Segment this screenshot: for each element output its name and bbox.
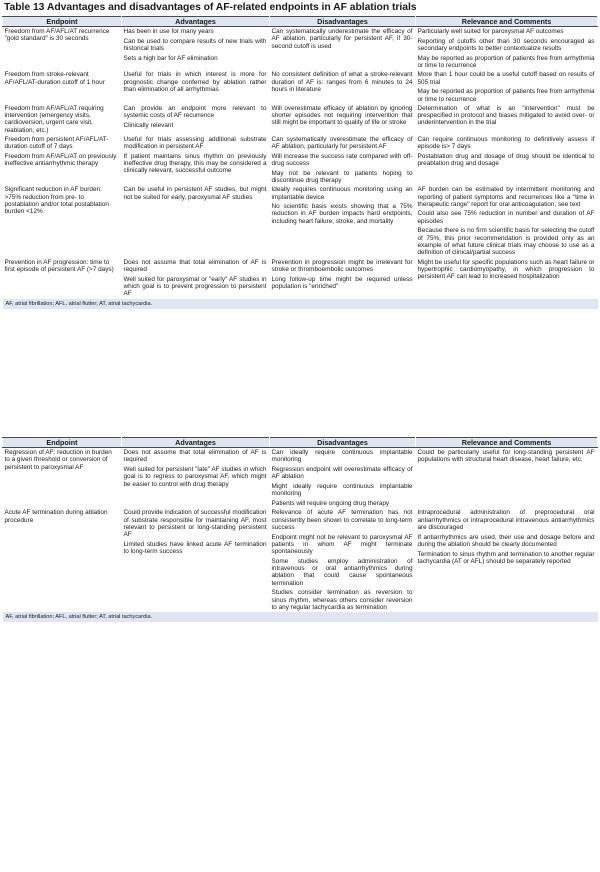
cell-paragraph: Can be used to compare results of new trials with historical trials <box>123 37 267 52</box>
table-row <box>3 508 598 612</box>
table-row <box>3 70 598 104</box>
cell-paragraph: Does not assume that total elimination of AF is required <box>123 449 267 464</box>
cell-paragraph: Clinically relevant <box>123 121 174 129</box>
cell-paragraph: Long follow-up time might be required unless population is "enriched" <box>271 275 413 290</box>
cell-paragraph: Will increase the success rate compared with off-drug success <box>271 152 413 167</box>
comments-cell <box>416 258 598 299</box>
endpoint-cell: Prevention in AF progression: time to first episode of persistent AF (>7 days) <box>4 258 114 273</box>
cell-paragraph: Can systematically overestimate the efficacy of AF ablation, particularly for persistent AF <box>271 136 413 151</box>
header-disadvantages: Disadvantages <box>270 17 416 27</box>
endpoint-cell: Regression of AF: reduction in burden to a given threshold or conversion of persistent to paroxysmal AF <box>4 449 112 471</box>
cell-paragraph: If antiarrhythmics are used, their use and dosage before and during the ablation should be clearly documented <box>417 533 595 548</box>
header-endpoint: Endpoint <box>3 17 122 27</box>
endpoints-table-part-2 <box>2 437 598 622</box>
advantages-cell <box>122 27 270 71</box>
cell-paragraph: Determination of what is an "intervention" must be prespecified in protocol and biases mitigated to avoid over- or underintervention in the trial <box>417 104 595 127</box>
table-footnote: AF, atrial fibrillation; AFL, atrial flutter; AT, atrial tachycardia. <box>3 612 598 622</box>
cell-paragraph: Will overestimate efficacy of ablation by ignoring shorter episodes not requiring intervention that still might be important to quality of life or stroke <box>271 104 413 127</box>
table-row <box>3 27 598 71</box>
endpoint-cell: Freedom from persistent AF/AFL/AT-duration cutoff of 7 days <box>4 136 109 151</box>
cell-paragraph: Studies consider termination as reversion to sinus rhythm, whereas others consider reversion to any regular tachycardia as termination <box>271 589 413 611</box>
comments-cell <box>416 104 598 135</box>
advantages-cell <box>122 508 270 612</box>
cell-paragraph: Can ideally require continuous implantable monitoring <box>271 449 413 464</box>
advantages-cell <box>122 104 270 135</box>
disadvantages-cell <box>270 508 416 612</box>
cell-paragraph: No scientific basis exists showing that a 75% reduction in AF burden impacts hard endpoints, including heart failure, stroke, and mortality <box>271 203 413 225</box>
cell-paragraph: No consistent definition of what a stroke-relevant duration of AF is: ranges from 6 minutes to 24 hours in literature <box>271 71 413 93</box>
endpoint-cell: Freedom from AF/AFL/AT recurrence "gold standard" is 30 seconds <box>4 28 110 43</box>
cell-paragraph: May not be relevant to patients hoping to discontinue drug therapy <box>271 169 413 184</box>
comments-cell <box>416 185 598 257</box>
cell-paragraph: Might be useful for specific populations such as heart failure or hypertrophic cardiomyopathy, in which progression to persistent AF can lead to increased hospitalization <box>417 258 595 281</box>
cell-paragraph: Can require continuous monitoring to definitively assess if episode is> 7 days <box>417 136 595 151</box>
comments-cell <box>416 27 598 71</box>
cell-paragraph: Postablation drug and dosage of drug should be identical to preablation drug and dosage <box>417 152 595 167</box>
advantages-cell <box>122 448 270 509</box>
cell-paragraph: Limited studies have linked acute AF termination to long-term success <box>123 540 267 556</box>
cell-paragraph: Well suited for paroxysmal or "early" AF studies in which goal is to prevent progression to persistent AF <box>123 275 267 298</box>
advantages-cell <box>122 258 270 299</box>
cell-paragraph: Could provide indication of successful modification of substrate responsible for maintaining AF, most relevant to persistent or long-standing persistent AF <box>123 509 267 539</box>
cell-paragraph: Could be particularly useful for long-standing persistent AF populations with structural heart disease, heart failure, etc. <box>417 449 595 464</box>
disadvantages-cell <box>270 27 416 71</box>
cell-paragraph: Well suited for persistent "late" AF studies in which goal is to regress to paroxysmal AF, which might be easier to control with drug therapy <box>123 465 267 488</box>
cell-paragraph: Termination to sinus rhythm and termination to another regular tachycardia (AT or AFL) should be separately reported <box>417 550 595 565</box>
disadvantages-cell <box>270 258 416 299</box>
cell-paragraph: Patients will require ongoing drug therapy <box>271 499 390 507</box>
cell-paragraph: Could also see 75% reduction in number and duration of AF episodes <box>417 210 595 225</box>
cell-paragraph: Reporting of cutoffs other than 30 seconds encouraged as secondary endpoints to better contextualize results <box>417 37 595 52</box>
disadvantages-cell <box>270 70 416 104</box>
endpoint-cell: Significant reduction in AF burden: >75% reduction from pre- to postablation and/or total postablation burden <12% <box>4 186 109 216</box>
header-disadvantages: Disadvantages <box>270 438 416 448</box>
cell-paragraph: Prevention in progression might be irrelevant for stroke or thromboembolic outcomes <box>271 258 413 273</box>
cell-paragraph: Intraprocedural administration of preprocedural oral antiarrhythmics or intraprocedural intravenous antiarrhythmics are discouraged <box>417 509 595 531</box>
cell-paragraph: May be reported as proportion of patients free from arrhythmia or time to recurrence <box>417 54 595 69</box>
disadvantages-cell <box>270 185 416 257</box>
cell-paragraph: Relevance of acute AF termination has not consistently been shown to correlate to long-term success <box>271 509 413 531</box>
header-endpoint: Endpoint <box>3 438 122 448</box>
header-row <box>3 438 598 448</box>
comments-cell <box>416 70 598 104</box>
cell-paragraph: Can provide an endpoint more relevant to systemic costs of AF recurrence <box>123 104 267 120</box>
endpoint-cell: Freedom from stroke-relevant AF/AFL/AT-duration cutoff of 1 hour <box>4 71 105 86</box>
endpoint-cell: Acute AF termination during ablation procedure <box>4 509 108 524</box>
comments-cell <box>416 508 598 612</box>
cell-paragraph: Useful for trials in which interest is more for prognostic change conferred by ablation rather than elimination of all arrhythmias <box>123 71 267 93</box>
cell-paragraph: Has been in use for many years <box>123 28 214 35</box>
advantages-cell <box>122 135 270 152</box>
header-relevance: Relevance and Comments <box>416 17 598 27</box>
advantages-cell <box>122 185 270 257</box>
cell-paragraph: Sets a high bar for AF elimination <box>123 54 218 62</box>
header-advantages: Advantages <box>122 438 270 448</box>
cell-paragraph: More than 1 hour could be a useful cutoff based on results of 505 trial <box>417 71 595 86</box>
cell-paragraph: Can be useful in persistent AF studies, but might not be suited for early, paroxysmal AF studies <box>123 186 267 201</box>
header-relevance: Relevance and Comments <box>416 438 598 448</box>
table-footnote: AF, atrial fibrillation; AFL, atrial flutter; AT, atrial tachycardia. <box>3 299 598 309</box>
endpoint-cell: Freedom from AF/AFL/AT requiring intervention (emergency visits, cardioversion, urgent care visit, reablation, etc.) <box>4 104 104 134</box>
cell-paragraph: Because there is no firm scientific basis for selecting the cutoff of 75%, this prior recommendation is provided only as an example of what future clinical trials may choose to use as a definition of clinical/partial success <box>417 227 595 257</box>
cell-paragraph: Does not assume that total elimination of AF is required <box>123 258 267 273</box>
cell-paragraph: If patient maintains sinus rhythm on previously ineffective drug therapy, this may be considered a clinically relevant, successful outcome <box>123 152 267 175</box>
endpoints-table-part-1 <box>2 16 598 309</box>
cell-paragraph: Endpoint might not be relevant to paroxysmal AF patients in whom AF might terminate spontaneously <box>271 533 413 556</box>
table-row <box>3 152 598 186</box>
table-row <box>3 185 598 257</box>
table-row <box>3 135 598 152</box>
disadvantages-cell <box>270 448 416 509</box>
cell-paragraph: Some studies employ administration of intravenous or oral antiarrhythmics during ablation that could cause spontaneous termination <box>271 557 413 587</box>
comments-cell <box>416 135 598 152</box>
advantages-cell <box>122 70 270 104</box>
cell-paragraph: Regression endpoint will overestimate efficacy of AF ablation <box>271 465 413 481</box>
header-row <box>3 17 598 27</box>
table-row <box>3 258 598 299</box>
comments-cell <box>416 152 598 186</box>
table-row <box>3 104 598 135</box>
cell-paragraph: May be reported as proportion of patients free from arrhythmia or time to recurrence <box>417 88 595 103</box>
endpoint-cell: Freedom from AF/AFL/AT on previously ineffective antiarrhythmic therapy <box>4 152 117 167</box>
disadvantages-cell <box>270 135 416 152</box>
comments-cell <box>416 448 598 509</box>
table-title: Table 13 Advantages and disadvantages of AF-related endpoints in AF ablation trials <box>4 2 417 13</box>
table-row <box>3 448 598 509</box>
disadvantages-cell <box>270 104 416 135</box>
cell-paragraph: AF burden can be estimated by intermittent monitoring and reporting of patient symptoms and recurrences like a "time in therapeutic range" report for oral anticoagulation; see text <box>417 186 595 208</box>
cell-paragraph: Particularly well suited for paroxysmal AF outcomes <box>417 28 564 35</box>
disadvantages-cell <box>270 152 416 186</box>
cell-paragraph: Can systematically underestimate the efficacy of AF ablation, particularly for persistent AF, if 30-second cutoff is used <box>271 28 413 50</box>
cell-paragraph: Ideally requires continuous monitoring using an implantable device <box>271 186 413 201</box>
advantages-cell <box>122 152 270 186</box>
cell-paragraph: Useful for trials assessing additional substrate modification in persistent AF <box>123 136 267 151</box>
header-advantages: Advantages <box>122 17 270 27</box>
cell-paragraph: Might ideally require continuous implantable monitoring <box>271 482 413 498</box>
